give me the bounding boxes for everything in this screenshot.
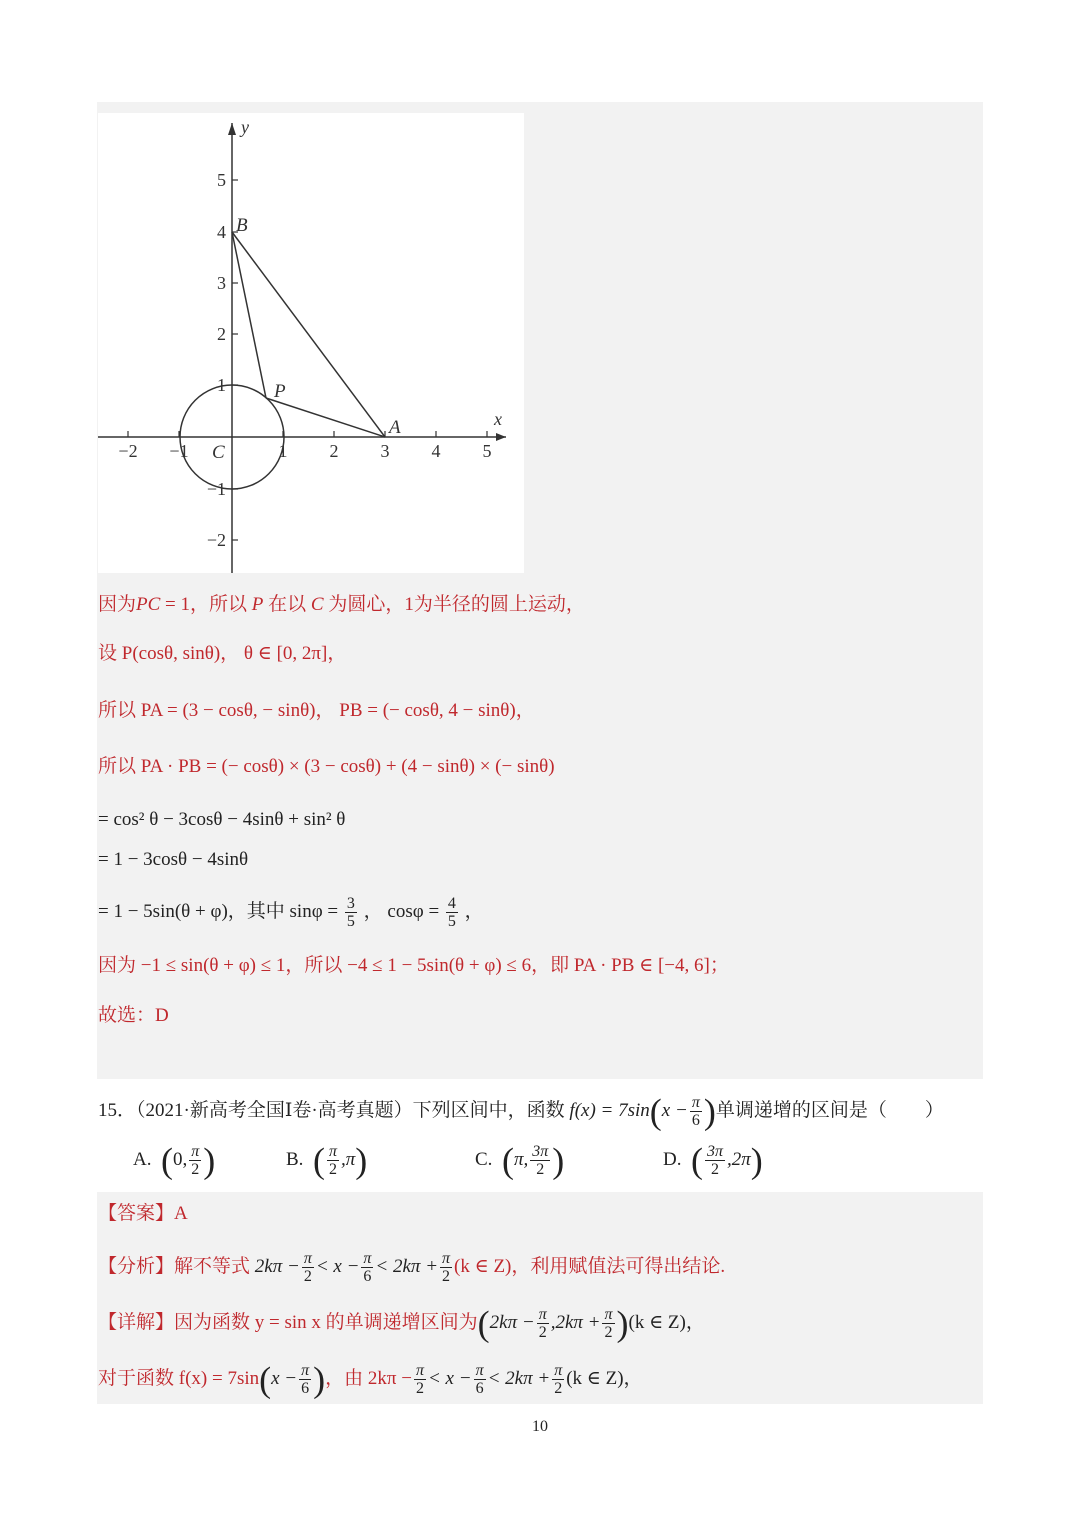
numerator: π xyxy=(442,1250,451,1267)
option-label: A. xyxy=(133,1149,152,1170)
page-number: 10 xyxy=(532,1418,548,1435)
denominator: 6 xyxy=(691,1112,700,1129)
denominator: 6 xyxy=(475,1380,484,1397)
x-tick-label: 3 xyxy=(380,441,390,461)
fraction xyxy=(530,1143,550,1178)
fraction xyxy=(446,895,458,930)
text: 15．（2021·新高考全国Ⅰ卷·高考真题）下列区间中，函数 xyxy=(98,1099,570,1121)
text: ， cosφ = xyxy=(363,900,440,922)
option-label: D. xyxy=(663,1149,682,1170)
math: 0, xyxy=(172,1149,188,1170)
denominator: 2 xyxy=(710,1161,719,1179)
math-var: P xyxy=(251,594,264,615)
x-tick-label: 1 xyxy=(278,441,288,461)
answer-value: A xyxy=(174,1203,188,1224)
text: = 1 − 5sin(θ + φ)，其中 sinφ = xyxy=(98,900,339,922)
y-tick-label: −2 xyxy=(206,530,226,550)
fraction xyxy=(440,1250,452,1285)
option-label: B. xyxy=(286,1149,304,1170)
point-A-label: A xyxy=(389,417,401,438)
solution-line-2: 设 P(cosθ, sinθ)， θ ∈ [0, 2π]， xyxy=(98,643,347,664)
numerator: 3π xyxy=(532,1143,549,1161)
option-label: C. xyxy=(475,1149,493,1170)
analysis-tag: 【分析】 xyxy=(98,1255,175,1277)
text: 单调递增的区间是（ ） xyxy=(715,1099,944,1121)
math: < 2kπ + xyxy=(487,1367,551,1389)
analysis-text: 解不等式 xyxy=(174,1255,255,1277)
denominator: 2 xyxy=(415,1380,424,1397)
denominator: 2 xyxy=(303,1268,312,1285)
numerator: π xyxy=(363,1250,372,1267)
math: < x − xyxy=(427,1367,472,1389)
answer-tag: 【答案】 xyxy=(98,1203,175,1224)
fraction xyxy=(302,1250,314,1285)
y-tick-label: 5 xyxy=(217,170,226,190)
math: f(x) = 7sin xyxy=(569,1099,650,1121)
fraction xyxy=(602,1306,614,1341)
x-tick-label: −2 xyxy=(118,441,138,461)
y-axis-arrow xyxy=(228,123,236,135)
fraction xyxy=(189,1143,201,1178)
solution-line-4: 所以 PA · PB = (− cosθ) × (3 − cosθ) + (4 − sinθ) × (− sinθ) xyxy=(98,756,555,777)
y-tick-label: 3 xyxy=(217,273,226,293)
text: 因为 xyxy=(98,594,137,615)
solution-line-1 xyxy=(98,591,585,619)
segment-AB xyxy=(232,232,385,437)
segment-PB xyxy=(232,232,266,398)
text: 对于函数 f(x) = 7sin xyxy=(98,1367,260,1389)
figure-svg xyxy=(98,113,524,573)
math-var: C xyxy=(310,594,324,615)
denominator: 2 xyxy=(538,1324,547,1341)
last-line: 对于函数 f(x) = 7sin(x − $\frac{\pi}{6}$ )，由 2kπ − $\frac{\pi}{2}$ < x − $\frac{\pi}{6}$ < 2kπ + $\frac{\pi}{2}$ (k ∈ Z)， xyxy=(98,1359,643,1400)
y-tick-label: 2 xyxy=(217,324,226,344)
solution-line-8: 因为 −1 ≤ sin(θ + φ) ≤ 1，所以 −4 ≤ 1 − 5sin(θ + φ) ≤ 6，即 PA · PB ∈ [−4, 6]； xyxy=(98,955,729,976)
math: π, xyxy=(513,1149,529,1170)
numerator: π xyxy=(691,1094,700,1111)
option-A[interactable]: A. (0, $\frac{\pi}{2}$ ) xyxy=(133,1140,216,1181)
y-tick-label: 4 xyxy=(217,222,226,242)
fraction xyxy=(537,1306,549,1341)
x-axis-arrow xyxy=(496,433,506,441)
detail-line: 【详解】因为函数 y = sin x 的单调递增区间为(2kπ − $\frac{\pi}{2}$ ,2kπ + $\frac{\pi}{2}$ )(k ∈ Z)， xyxy=(98,1303,705,1344)
point-B-label: B xyxy=(236,215,248,236)
numerator: π xyxy=(538,1306,547,1323)
numerator: π xyxy=(303,1250,312,1267)
point-C-label: C xyxy=(212,442,225,463)
text: ，由 2kπ − xyxy=(325,1367,412,1389)
math: 2kπ − xyxy=(489,1311,535,1333)
solution-line-5: = cos² θ − 3cosθ − 4sinθ + sin² θ xyxy=(98,809,346,830)
fraction xyxy=(414,1362,426,1397)
math: (k ∈ Z)， xyxy=(628,1311,705,1333)
numerator: 3 xyxy=(346,895,355,912)
math: (k ∈ Z)， xyxy=(566,1367,643,1389)
fraction xyxy=(552,1362,564,1397)
denominator: 2 xyxy=(604,1324,613,1341)
denominator: 5 xyxy=(447,913,456,930)
question-15-stem: 15．（2021·新高考全国Ⅰ卷·高考真题）下列区间中，函数 f(x) = 7sin(x − $\frac{\pi}{6}$ )单调递增的区间是（ ） xyxy=(98,1091,944,1132)
y-tick-label: −1 xyxy=(206,479,226,499)
fraction xyxy=(327,1143,339,1178)
denominator: 2 xyxy=(328,1161,337,1179)
x-axis-label: x xyxy=(494,409,502,429)
numerator: 4 xyxy=(447,895,456,912)
denominator: 2 xyxy=(191,1161,200,1179)
math: ,2π xyxy=(727,1149,751,1170)
solution-line-7 xyxy=(98,895,484,930)
math-var: PC xyxy=(136,594,161,615)
text: = 1，所以 xyxy=(160,594,252,615)
numerator: 3π xyxy=(706,1143,723,1161)
fraction xyxy=(474,1362,486,1397)
x-tick-label: 4 xyxy=(431,441,441,461)
denominator: 6 xyxy=(301,1380,310,1397)
option-B[interactable]: B. ( $\frac{\pi}{2}$ ,π) xyxy=(286,1140,368,1181)
x-tick-label: 2 xyxy=(329,441,339,461)
solution-line-3: 所以 PA = (3 − cosθ, − sinθ)， PB = (− cosθ, 4 − sinθ)， xyxy=(98,700,535,721)
numerator: π xyxy=(415,1362,424,1379)
math: x − xyxy=(661,1099,688,1121)
numerator: π xyxy=(191,1143,200,1161)
math: < x − xyxy=(315,1255,360,1277)
solution-line-6: = 1 − 3cosθ − 4sinθ xyxy=(98,849,249,870)
solution-line-9: 故选：D xyxy=(98,1005,169,1026)
fraction xyxy=(361,1250,373,1285)
math: ,π xyxy=(340,1149,356,1170)
fraction xyxy=(299,1362,311,1397)
fraction xyxy=(690,1094,702,1129)
fraction xyxy=(705,1143,725,1178)
text: 在以 xyxy=(263,594,311,615)
answer-line xyxy=(98,1200,188,1228)
numerator: π xyxy=(554,1362,563,1379)
denominator: 5 xyxy=(346,913,355,930)
math: ,2kπ + xyxy=(550,1311,601,1333)
point-P-label: P xyxy=(274,381,286,402)
numerator: π xyxy=(328,1143,337,1161)
y-axis-label: y xyxy=(241,117,249,137)
text: 因为函数 y = sin x 的单调递增区间为 xyxy=(174,1311,478,1333)
analysis-line: 【分析】解不等式 2kπ − $\frac{\pi}{2}$ < x − $\frac{\pi}{6}$ < 2kπ + $\frac{\pi}{2}$ (k ∈ Z)，利用赋值法可得出结论. xyxy=(98,1250,726,1285)
denominator: 2 xyxy=(536,1161,545,1179)
text: ， xyxy=(464,900,484,922)
x-tick-label: −1 xyxy=(169,441,189,461)
denominator: 2 xyxy=(554,1380,563,1397)
coordinate-figure xyxy=(98,113,524,573)
numerator: π xyxy=(475,1362,484,1379)
math: < 2kπ + xyxy=(375,1255,439,1277)
numerator: π xyxy=(301,1362,310,1379)
y-tick-label: 1 xyxy=(217,375,226,395)
fraction xyxy=(345,895,357,930)
option-D[interactable]: D. ( $\frac{3\pi}{2}$ ,2π) xyxy=(663,1140,763,1181)
detail-tag: 【详解】 xyxy=(98,1311,175,1333)
denominator: 6 xyxy=(363,1268,372,1285)
numerator: π xyxy=(604,1306,613,1323)
text: (k ∈ Z)，利用赋值法可得出结论. xyxy=(454,1255,726,1277)
x-tick-label: 5 xyxy=(482,441,492,461)
text: 为圆心，1为半径的圆上运动， xyxy=(323,594,585,615)
denominator: 2 xyxy=(442,1268,451,1285)
option-C[interactable]: C. (π, $\frac{3\pi}{2}$ ) xyxy=(475,1140,565,1181)
math: x − xyxy=(271,1367,298,1389)
